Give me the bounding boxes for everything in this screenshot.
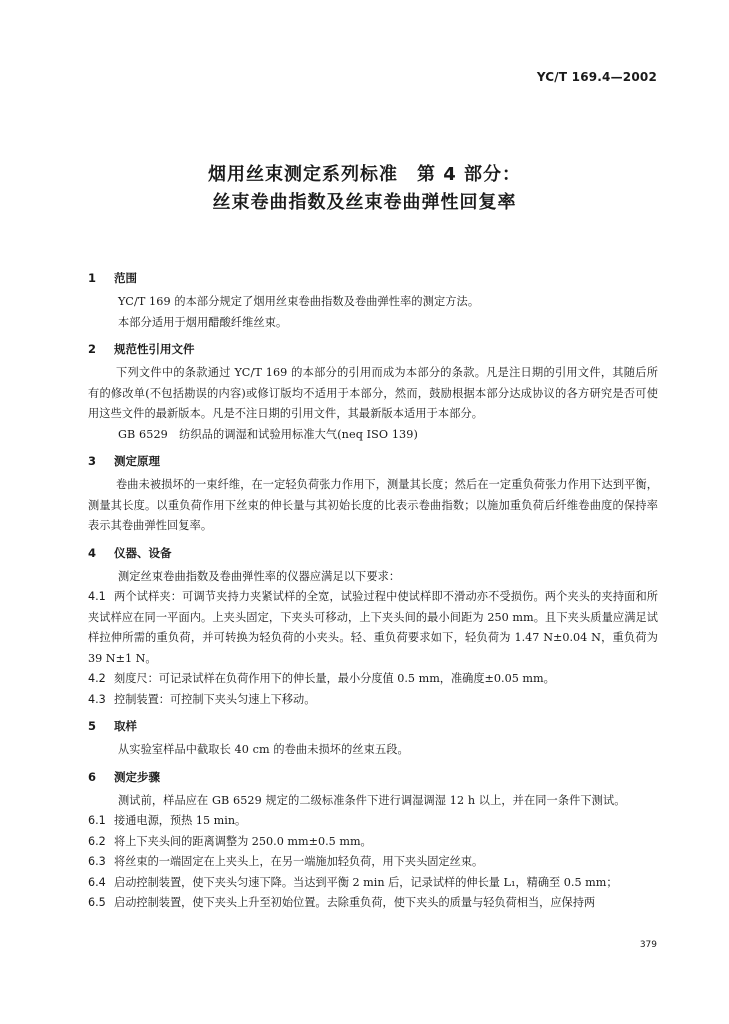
page-number: 379 xyxy=(639,940,657,950)
list-item xyxy=(88,832,658,853)
item-text: 刻度尺：可记录试样在负荷作用下的伸长量，最小分度值 0.5 mm，准确度±0.05 mm。 xyxy=(114,672,555,685)
item-text: 启动控制装置，使下夹头上升至初始位置。去除重负荷，使下夹头的质量与轻负荷相当，应保持两 xyxy=(114,896,596,909)
section-heading-sampling xyxy=(88,716,658,736)
document-body xyxy=(88,262,658,914)
list-item xyxy=(88,587,658,669)
section-title: 范围 xyxy=(114,271,137,285)
section-number: 3 xyxy=(88,454,97,468)
item-number: 6.2 xyxy=(88,834,106,848)
reference-entry: GB 6529 纺织品的调湿和试验用标准大气(neq ISO 139) xyxy=(118,427,418,441)
list-item xyxy=(88,811,658,832)
section-heading-apparatus xyxy=(88,543,658,563)
section-heading-normative-references xyxy=(88,339,658,359)
item-number: 6.3 xyxy=(88,855,106,868)
section-title: 仪器、设备 xyxy=(114,545,172,560)
paragraph: YC/T 169 的本部分规定了烟用丝束卷曲指数及卷曲弹性率的测定方法。 xyxy=(118,295,480,308)
section-number: 6 xyxy=(88,769,97,784)
section-number: 5 xyxy=(88,719,97,733)
paragraph: 卷曲未被损坏的一束纤维，在一定轻负荷张力作用下，测量其长度；然后在一定重负荷张力作用下达到平衡，测量其长度。以重负荷作用下丝束的伸长量与其初始长度的比表示卷曲指数；以施加重负荷后纤维卷曲度的保持率表示其卷曲弹性回复率。 xyxy=(88,478,658,532)
item-text: 接通电源，预热 15 min。 xyxy=(114,814,247,827)
document-title-line-2: 丝束卷曲指数及丝束卷曲弹性回复率 xyxy=(212,192,517,213)
item-text: 控制装置：可控制下夹头匀速上下移动。 xyxy=(114,692,316,706)
section-number: 2 xyxy=(88,342,97,356)
section-title: 取样 xyxy=(114,719,137,733)
section-title: 规范性引用文件 xyxy=(114,342,195,356)
item-number: 6.5 xyxy=(88,896,106,909)
item-number: 4.3 xyxy=(88,692,106,706)
section-number: 4 xyxy=(88,545,97,560)
paragraph: 测定丝束卷曲指数及卷曲弹性率的仪器应满足以下要求： xyxy=(118,569,401,583)
section-title: 测定步骤 xyxy=(114,769,160,784)
paragraph: 从实验室样品中截取长 40 cm 的卷曲未损坏的丝束五段。 xyxy=(118,743,409,756)
section-heading-principle xyxy=(88,451,658,471)
standard-code: YC/T 169.4—2002 xyxy=(536,70,657,84)
item-number: 4.2 xyxy=(88,672,106,685)
item-number: 6.4 xyxy=(88,875,106,889)
document-title-line-1: 烟用丝束测定系列标准 第 4 部分： xyxy=(207,164,522,185)
item-text: 启动控制装置，使下夹头匀速下降。当达到平衡 2 min 后，记录试样的伸长量 L₁，精确至 0.5 mm； xyxy=(114,875,618,889)
item-text: 将上下夹头间的距离调整为 250.0 mm±0.5 mm。 xyxy=(114,834,372,848)
list-item xyxy=(88,873,658,894)
list-item xyxy=(88,852,658,873)
section-heading-scope xyxy=(88,268,658,288)
paragraph: 测试前，样品应在 GB 6529 规定的二级标准条件下进行调湿调湿 12 h 以上，并在同一条件下测试。 xyxy=(118,793,626,807)
list-item xyxy=(88,893,658,914)
item-number: 4.1 xyxy=(88,590,106,603)
section-number: 1 xyxy=(88,271,97,285)
section-title: 测定原理 xyxy=(114,454,160,468)
list-item xyxy=(88,669,658,690)
section-heading-procedure xyxy=(88,767,658,787)
paragraph: 本部分适用于烟用醋酸纤维丝束。 xyxy=(118,315,288,329)
item-number: 6.1 xyxy=(88,814,106,827)
list-item xyxy=(88,690,658,711)
item-text: 将丝束的一端固定在上夹头上，在另一端施加轻负荷，用下夹头固定丝束。 xyxy=(114,855,484,868)
item-text: 两个试样夹：可调节夹持力夹紧试样的全宽，试验过程中使试样即不滑动亦不受损伤。两个夹头的夹持面和所夹试样应在同一平面内。上夹头固定，下夹头可移动，上下夹头间的最小间距为 250 mm。且下夹头质量应满足试样拉伸所需的重负荷，并可转换为轻负荷的小夹头。轻、重负荷要求如下，轻负荷为 1.47 N±0.04 N，重负荷为 39 N±1 N。 xyxy=(88,590,658,665)
paragraph: 下列文件中的条款通过 YC/T 169 的本部分的引用而成为本部分的条款。凡是注日期的引用文件，其随后所有的修改单(不包括勘误的内容)或修订版均不适用于本部分，然而，鼓励根据本部分达成协议的各方研究是否可使用这些文件的最新版本。凡是不注日期的引用文件，其最新版本适用于本部分。 xyxy=(88,366,658,420)
